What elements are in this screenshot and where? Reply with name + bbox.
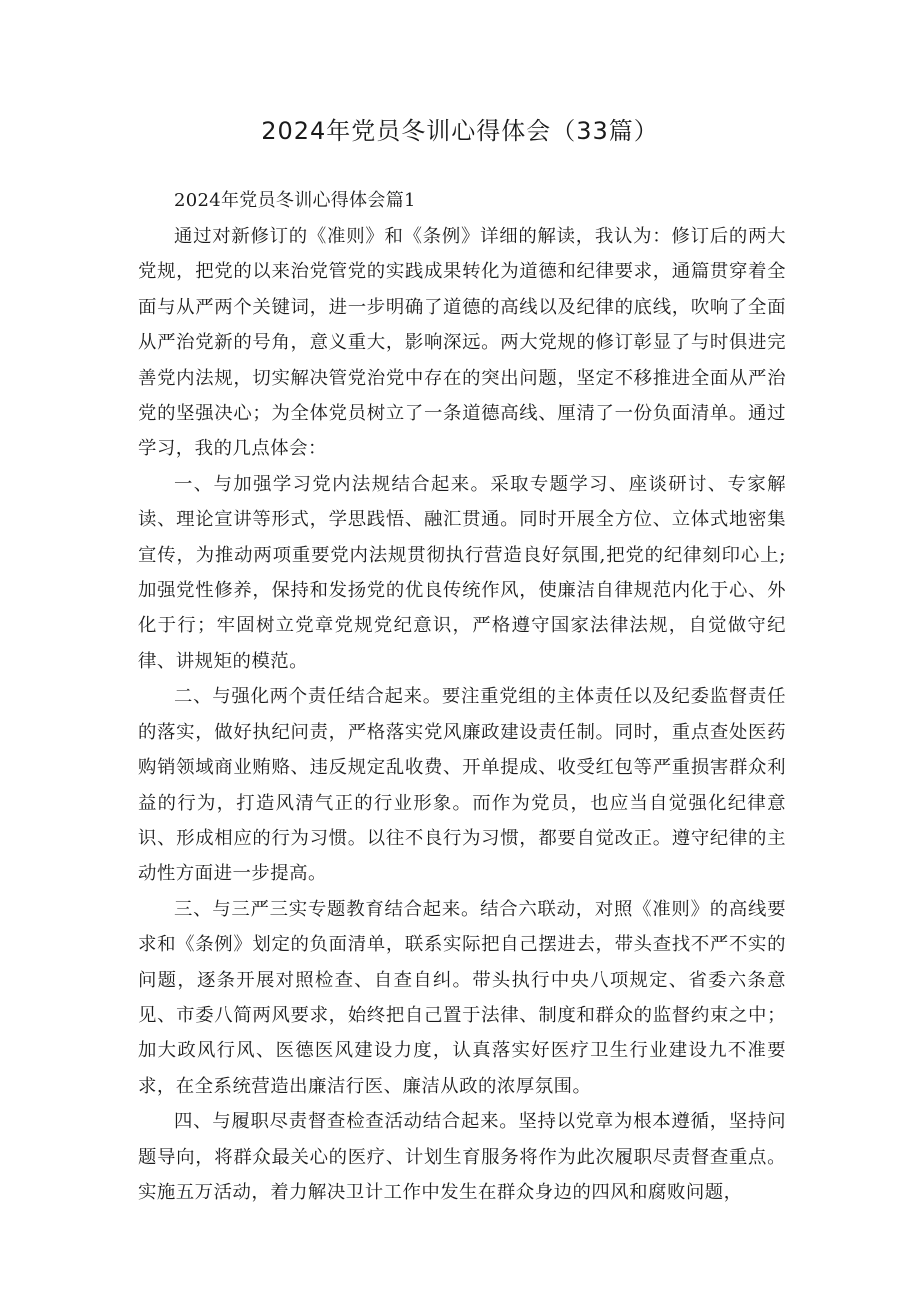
- section-heading: 2024年党员冬训心得体会篇1: [174, 190, 416, 211]
- paragraph-intro: 通过对新修订的《准则》和《条例》详细的解读，我认为：修订后的两大党规，把党的以来治党管党的实践成果转化为道德和纪律要求，通篇贯穿着全面与从严两个关键词，进一步明确了道德的高线以及纪律的底线，吹响了全面从严治党新的号角，意义重大，影响深远。两大党规的修订彰显了与时俱进完善党内法规，切实解决管党治党中存在的突出问题，坚定不移推进全面从严治党的坚强决心；为全体党员树立了一条道德高线、厘清了一份负面清单。通过学习，我的几点体会：: [138, 226, 786, 460]
- paragraph-point-1: 一、与加强学习党内法规结合起来。采取专题学习、座谈研讨、专家解读、理论宣讲等形式，学思践悟、融汇贯通。同时开展全方位、立体式地密集宣传，为推动两项重要党内法规贯彻执行营造良好氛围,把党的纪律刻印心上;加强党性修养，保持和发扬党的优良传统作风，使廉洁自律规范内化于心、外化于行；牢固树立党章党规党纪意识，严格遵守国家法律法规，自觉做守纪律、讲规矩的模范。: [138, 473, 786, 672]
- document-title: 2024年党员冬训心得体会（33篇）: [261, 117, 659, 145]
- document-body: [138, 185, 786, 1210]
- paragraph-point-3: 三、与三严三实专题教育结合起来。结合六联动，对照《准则》的高线要求和《条例》划定的负面清单，联系实际把自己摆进去，带头查找不严不实的问题，逐条开展对照检查、自查自纠。带头执行中央八项规定、省委六条意见、市委八简两风要求，始终把自己置于法律、制度和群众的监督约束之中；加大政风行风、医德医风建设力度，认真落实好医疗卫生行业建设九不准要求，在全系统营造出廉洁行医、廉洁从政的浓厚氛围。: [138, 898, 786, 1097]
- paragraph-point-2: 二、与强化两个责任结合起来。要注重党组的主体责任以及纪委监督责任的落实，做好执纪问责，严格落实党风廉政建设责任制。同时，重点查处医药购销领域商业贿赂、违反规定乱收费、开单提成、收受红包等严重损害群众利益的行为，打造风清气正的行业形象。而作为党员，也应当自觉强化纪律意识、形成相应的行为习惯。以往不良行为习惯，都要自觉改正。遵守纪律的主动性方面进一步提高。: [138, 686, 786, 885]
- paragraph-point-4: 四、与履职尽责督查检查活动结合起来。坚持以党章为根本遵循，坚持问题导向，将群众最关心的医疗、计划生育服务将作为此次履职尽责督查重点。实施五万活动，着力解决卫计工作中发生在群众身边的四风和腐败问题，: [138, 1111, 786, 1203]
